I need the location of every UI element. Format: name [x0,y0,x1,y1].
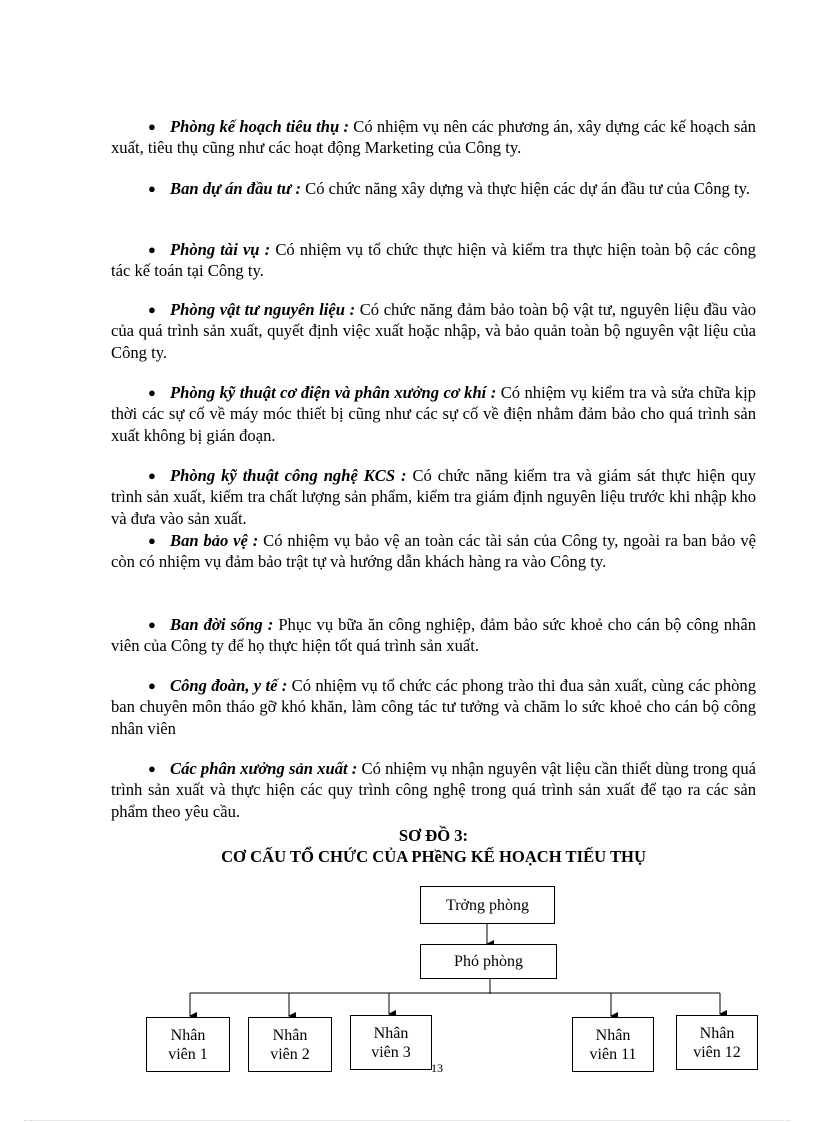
item-term: Phòng tài vụ : [170,240,271,259]
org-box-staff-2 [248,1017,332,1072]
bullet-icon: ● [148,242,156,257]
item-description: Có nhiệm vụ bảo vệ an toàn các tài sản của Công ty, ngoài ra ban bảo vệ còn có nhiệm vụ đảm bảo trật tự và hướng dẫn khách hàng ra vào Công ty. [111,531,756,572]
page-bottom-rule [24,1120,790,1121]
item-term: Ban bảo vệ : [170,531,259,550]
staff-label-line2: viên 3 [371,1043,411,1061]
item-term: Ban đời sống : [170,615,274,634]
org-box-deputy: Phó phòng [420,944,557,979]
staff-label-line1: Nhân [595,1026,631,1044]
staff-label-line1: Nhân [170,1026,206,1044]
staff-label-line2: viên 2 [270,1045,310,1063]
item-description: Có chức năng xây dựng và thực hiện các dự án đầu tư của Công ty. [305,179,750,198]
staff-label-line2: viên 12 [693,1043,741,1061]
bullet-icon: ● [148,385,156,400]
staff-label-line1: Nhân [699,1024,735,1042]
bullet-icon: ● [148,302,156,317]
item-description: Có nhiệm vụ nhận nguyên vật liệu cần thiết dùng trong quá trình sản xuất và thực hiện các quy trình công nghệ trong quá trình sản xuất để tạo ra các sản phẩm theo yêu cầu. [111,759,757,821]
diagram-title-line1: SƠ ĐỒ 3: [398,826,469,845]
bullet-icon: ● [148,119,156,134]
item-description: Có nhiệm vụ tổ chức các phong trào thi đua sản xuất, cùng các phòng ban chuyên môn tháo gỡ khó khăn, làm công tác tư tưởng và chăm lo sức khoẻ cho cán bộ công nhân viên [111,676,757,738]
item-description: Phục vụ bữa ăn công nghiệp, đảm bảo sức khoẻ cho cán bộ công nhân viên của Công ty để họ thực hiện tốt quá trình sản xuất. [111,615,756,656]
item-term: Phòng vật tư nguyên liệu : [170,300,356,319]
item-term: Ban dự án đầu tư : [170,179,301,198]
bullet-icon: ● [148,533,156,548]
staff-label-line2: viên 11 [589,1045,637,1063]
staff-label-line2: viên 1 [168,1045,208,1063]
item-term: Công đoàn, y tế : [170,676,288,695]
item-term: Phòng kỹ thuật công nghệ KCS : [170,466,407,485]
item-description: Có nhiệm vụ tổ chức thực hiện và kiểm tra thực hiện toàn bộ các công tác kế toán tại Công ty. [111,240,756,281]
item-description: Có chức năng kiểm tra và giám sát thực hiện quy trình sản xuất, kiểm tra chất lượng sản phẩm, kiểm tra giám định nguyên liệu trước khi nhập kho và đưa vào sản xuất. [111,466,756,528]
bullet-icon: ● [148,617,156,632]
org-box-staff-12 [676,1015,758,1070]
item-description: Có chức năng đảm bảo toàn bộ vật tư, nguyên liệu đầu vào của quá trình sản xuất, quyết định việc xuất hoặc nhập, và bảo quản toàn bộ nguyên vật liệu của Công ty. [111,300,756,362]
staff-label-line1: Nhân [373,1024,409,1042]
page-number: 13 [431,1061,443,1075]
diagram-title-line2: CƠ CẤU TỔ CHỨC CỦA PHềNG KẾ HOẠCH TIẾU THỤ [221,847,646,866]
item-term: Phòng kế hoạch tiêu thụ : [170,117,349,136]
staff-label-line1: Nhân [272,1026,308,1044]
item-description: Có nhiệm vụ kiểm tra và sửa chữa kịp thời các sự cố về máy móc thiết bị cũng như các sự cố về điện nhằm đảm bảo cho quá trình sản xuất không bị gián đoạn. [111,383,756,445]
org-box-staff-11 [572,1017,654,1072]
bullet-icon: ● [148,468,156,483]
bullet-icon: ● [148,678,156,693]
item-description: Có nhiệm vụ nên các phương án, xây dựng các kế hoạch sản xuất, tiêu thụ cũng như các hoạt động Marketing của Công ty. [111,117,756,158]
bullet-icon: ● [148,761,156,776]
item-term: Phòng kỹ thuật cơ điện và phân xưởng cơ khí : [170,383,497,402]
org-box-staff-1 [146,1017,230,1072]
item-term: Các phân xưởng sản xuất : [170,759,358,778]
bullet-icon: ● [148,181,156,196]
org-box-head: Trởng phòng [420,886,555,924]
org-box-staff-3 [350,1015,432,1070]
